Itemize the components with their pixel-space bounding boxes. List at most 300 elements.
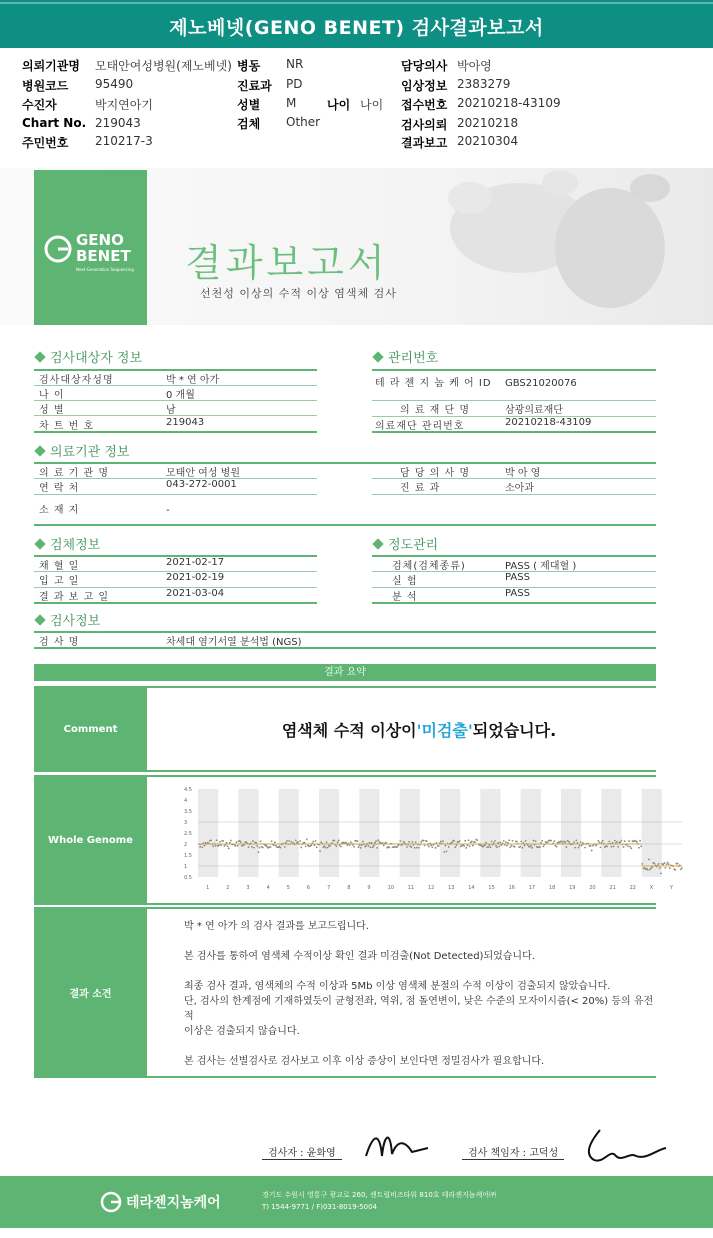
- patient-table: [34, 371, 317, 433]
- meta-label: 진료과: [237, 79, 272, 93]
- data-point: [674, 869, 676, 871]
- data-point: [240, 841, 242, 843]
- theragen-logo-icon: [100, 1191, 122, 1213]
- data-point: [648, 858, 650, 860]
- meta-value: Other: [286, 115, 321, 129]
- whole-genome-plot: [182, 781, 690, 899]
- data-point: [338, 840, 340, 842]
- data-point: [237, 845, 239, 847]
- data-point: [512, 840, 514, 842]
- chromosome-band: [480, 789, 500, 877]
- data-point: [227, 845, 229, 847]
- data-point: [533, 840, 535, 842]
- data-point: [520, 841, 522, 843]
- data-point: [236, 841, 238, 843]
- data-point: [256, 845, 258, 847]
- data-point: [611, 846, 613, 848]
- data-point: [324, 845, 326, 847]
- y-tick-label: 1: [184, 864, 188, 870]
- x-tick-label: 19: [569, 885, 576, 891]
- x-tick-label: 3: [246, 885, 250, 891]
- data-point: [535, 840, 537, 842]
- data-point: [359, 844, 361, 846]
- logo-tagline: Next-Generation Sequencing: [76, 267, 134, 272]
- x-tick-label: X: [649, 885, 654, 891]
- meta-label: 수진자: [22, 98, 57, 112]
- data-point: [416, 847, 418, 849]
- data-point: [326, 841, 328, 843]
- data-point: [327, 847, 329, 849]
- data-point: [377, 839, 379, 841]
- data-point: [270, 846, 272, 848]
- table-row: 담 당 의 사 명 박 아 영: [372, 464, 656, 479]
- data-point: [668, 863, 670, 865]
- chromosome-band: [359, 789, 379, 877]
- opinion-label: 결과 소견: [34, 909, 147, 1076]
- data-point: [376, 847, 378, 849]
- data-point: [472, 845, 474, 847]
- data-point: [300, 847, 302, 849]
- comment-label: Comment: [34, 688, 147, 770]
- data-point: [316, 846, 318, 848]
- x-tick-label: 21: [609, 885, 616, 891]
- data-point: [284, 846, 286, 848]
- data-point: [251, 846, 253, 848]
- chromosome-band: [521, 789, 541, 877]
- x-tick-label: 2: [226, 885, 230, 891]
- meta-label: 임상정보: [401, 79, 448, 93]
- data-point: [463, 845, 465, 847]
- y-tick-label: 2: [184, 842, 188, 848]
- table-row: 검체(검체종류) PASS ( 제대혈 ): [372, 557, 656, 572]
- data-point: [333, 840, 335, 842]
- data-point: [408, 841, 410, 843]
- meta-label: 주민번호: [22, 136, 69, 150]
- meta-label: 의뢰기관명: [22, 59, 80, 73]
- x-tick-label: 6: [306, 885, 311, 891]
- meta-label: 접수번호: [401, 98, 448, 112]
- data-point: [580, 841, 582, 843]
- data-point: [396, 846, 398, 848]
- data-point: [424, 845, 426, 847]
- data-point: [568, 841, 570, 843]
- data-point: [262, 847, 264, 849]
- x-tick-label: 9: [367, 885, 371, 891]
- meta-value: 나이: [360, 98, 384, 112]
- table-row: 검 사 명 차세대 염기서열 분석법 (NGS): [34, 633, 656, 649]
- data-point: [271, 840, 273, 842]
- meta-label: 검사의뢰: [401, 118, 448, 132]
- data-point: [418, 847, 420, 849]
- data-point: [561, 841, 563, 843]
- meta-value: 20210218: [457, 116, 519, 130]
- table-row: 의 료 재 단 명 삼광의료재단: [372, 401, 656, 417]
- data-point: [590, 845, 592, 847]
- table-row: 차 트 번 호 219043: [34, 417, 317, 433]
- data-point: [471, 841, 473, 843]
- data-point: [430, 844, 432, 846]
- data-point: [621, 840, 623, 842]
- data-point: [530, 845, 532, 847]
- data-point: [259, 847, 261, 849]
- sample-table: [34, 557, 317, 605]
- data-point: [531, 847, 533, 849]
- data-point: [581, 845, 583, 847]
- data-point: [516, 841, 518, 843]
- clinic-table-right: [372, 464, 656, 494]
- data-point: [320, 841, 322, 843]
- opinion-text: 박 * 연 아가 의 검사 결과를 보고드립니다. 본 검사를 통하여 염색체 수적이상 확인 결과 미검출(Not Detected)되었습니다. 최종 검사 결과, 염색체의 수적 이상과 5Mb 이상 염색체 분절의 수적 이상이 검출되지 않았습니다. 단, 검사의 한계점에 기재하였듯이 균형전좌, 역위, 점 돌연변이, 낮은 수준의 모자이시즘(< 20%) 등의 유전적 이상은 검출되지 않습니다. 본 검사는 선별검사로 검사보고 이후 이상 증상이 보인다면 정밀검사가 필요합니다.: [184, 921, 654, 1067]
- data-point: [388, 847, 390, 849]
- table-row: 소 재 지 -: [39, 505, 170, 516]
- genobenet-logo-icon: [43, 234, 73, 264]
- data-point: [503, 840, 505, 842]
- x-tick-label: 22: [629, 885, 636, 891]
- data-point: [337, 841, 339, 843]
- x-tick-label: 12: [427, 885, 435, 891]
- x-tick-label: 17: [528, 885, 536, 891]
- data-point: [399, 840, 401, 842]
- data-point: [500, 841, 502, 843]
- data-point: [325, 847, 327, 849]
- x-tick-label: 1: [206, 885, 210, 891]
- hero-subtitle: 선천성 이상의 수적 이상 염색체 검사: [200, 287, 397, 300]
- section-title-test: 검사정보: [36, 610, 100, 629]
- section-title-quality: 정도관리: [374, 534, 438, 553]
- table-row: 성 별 남: [34, 401, 317, 416]
- x-tick-label: 18: [548, 885, 556, 891]
- data-point: [541, 840, 543, 842]
- data-point: [234, 845, 236, 847]
- meta-value: M: [286, 96, 297, 110]
- data-point: [556, 846, 558, 848]
- table-row: 채 혈 일 2021-02-17: [34, 557, 317, 572]
- data-point: [360, 847, 362, 849]
- data-point: [248, 846, 250, 848]
- meta-label: 병원코드: [22, 79, 69, 93]
- data-point: [230, 840, 232, 842]
- data-point: [640, 845, 642, 847]
- data-point: [353, 846, 355, 848]
- data-point: [371, 842, 373, 844]
- data-point: [369, 842, 371, 844]
- chromosome-band: [440, 789, 460, 877]
- data-point: [201, 846, 203, 848]
- data-point: [229, 842, 231, 844]
- data-point: [336, 845, 338, 847]
- x-tick-label: 4: [266, 885, 270, 891]
- data-point: [511, 845, 513, 847]
- comment-text: 염색체 수적 이상이 '미검출' 되었습니다.: [281, 720, 557, 740]
- x-tick-label: 10: [387, 885, 394, 891]
- data-point: [629, 846, 631, 848]
- data-point: [253, 847, 255, 849]
- logo-panel: [34, 170, 147, 325]
- data-point: [428, 846, 430, 848]
- data-point: [636, 841, 638, 843]
- data-point: [614, 840, 616, 842]
- manage-table: [372, 371, 656, 433]
- meta-value: 박아영: [457, 59, 492, 73]
- data-point: [638, 847, 640, 849]
- data-point: [199, 846, 201, 848]
- data-point: [226, 842, 228, 844]
- data-point: [451, 842, 453, 844]
- data-point: [623, 846, 625, 848]
- data-point: [410, 846, 412, 848]
- data-point: [591, 850, 593, 852]
- genome-block: [34, 775, 673, 905]
- data-point: [305, 845, 307, 847]
- data-point: [662, 864, 664, 866]
- data-point: [252, 840, 254, 842]
- data-point: [438, 845, 440, 847]
- section-title-patient: 검사대상자 정보: [36, 347, 142, 366]
- data-point: [314, 844, 316, 846]
- report-header: [0, 0, 713, 48]
- meta-value: PD: [286, 77, 303, 91]
- chromosome-band: [601, 789, 621, 877]
- data-point: [306, 838, 308, 840]
- data-point: [608, 841, 610, 843]
- opinion-block: [34, 907, 656, 1078]
- table-row: 연 락 처 043-272-0001: [34, 479, 317, 495]
- data-point: [218, 844, 220, 846]
- y-tick-label: 4.5: [184, 787, 192, 793]
- data-point: [440, 840, 442, 842]
- director-signature: 검사 책임자 : 고덕성: [462, 1144, 564, 1160]
- data-point: [658, 863, 660, 865]
- data-point: [495, 845, 497, 847]
- data-point: [573, 841, 575, 843]
- data-point: [339, 844, 341, 846]
- data-point: [677, 863, 679, 865]
- data-point: [204, 845, 206, 847]
- data-point: [666, 863, 668, 865]
- data-point: [490, 846, 492, 848]
- tester-signature-scribble: [362, 1126, 432, 1166]
- data-point: [599, 841, 601, 843]
- data-point: [667, 862, 669, 864]
- chromosome-band: [279, 789, 299, 877]
- data-point: [280, 847, 282, 849]
- data-point: [505, 841, 507, 843]
- data-point: [639, 840, 641, 842]
- data-point: [299, 840, 301, 842]
- footer-logo-text: 테라젠지놈케어: [126, 1195, 221, 1211]
- data-point: [373, 845, 375, 847]
- table-row: 분 석 PASS: [372, 588, 656, 604]
- data-point: [275, 845, 277, 847]
- meta-value: 95490: [95, 77, 134, 91]
- meta-label: 결과보고: [401, 136, 448, 150]
- data-point: [630, 847, 632, 849]
- data-point: [423, 840, 425, 842]
- logo-text-geno: GENO: [76, 231, 124, 249]
- data-point: [641, 863, 643, 865]
- data-point: [310, 845, 312, 847]
- footer-address: 경기도 수원시 영통구 광교로 260, 센트럴비즈타워 810호 테라젠지놈케어㈜ T) 1544-9771 / F)031-8019-5004: [262, 1191, 497, 1211]
- data-point: [489, 844, 491, 846]
- table-row: 진 료 과 소아과: [372, 479, 656, 495]
- data-point: [525, 840, 527, 842]
- data-point: [467, 845, 469, 847]
- data-point: [606, 845, 608, 847]
- chromosome-band: [238, 789, 258, 877]
- quality-table: [372, 557, 656, 605]
- data-point: [446, 850, 448, 852]
- data-point: [347, 844, 349, 846]
- data-point: [681, 867, 683, 869]
- data-point: [616, 841, 618, 843]
- data-point: [566, 846, 568, 848]
- data-point: [491, 840, 493, 842]
- data-point: [415, 841, 417, 843]
- data-point: [476, 839, 478, 841]
- x-tick-label: 11: [407, 885, 415, 891]
- meta-value: 20210218-43109: [457, 96, 561, 110]
- y-tick-label: 4: [184, 798, 188, 804]
- data-point: [329, 845, 331, 847]
- data-point: [273, 844, 275, 846]
- table-row: 테 라 젠 지 놈 케 어 ID GBS21020076: [372, 371, 656, 401]
- data-point: [372, 846, 374, 848]
- data-point: [431, 846, 433, 848]
- data-point: [474, 841, 476, 843]
- data-point: [357, 840, 359, 842]
- data-point: [358, 846, 360, 848]
- data-point: [519, 846, 521, 848]
- data-point: [442, 840, 444, 842]
- data-point: [550, 840, 552, 842]
- data-point: [210, 839, 212, 841]
- meta-label: 담당의사: [401, 59, 448, 73]
- data-point: [508, 839, 510, 841]
- meta-value: 20210304: [457, 134, 519, 148]
- data-point: [412, 841, 414, 843]
- data-point: [216, 839, 218, 841]
- data-point: [274, 841, 276, 843]
- data-point: [340, 846, 342, 848]
- chromosome-band: [319, 789, 339, 877]
- data-point: [574, 847, 576, 849]
- data-point: [468, 839, 470, 841]
- comment-block: [34, 686, 656, 772]
- data-point: [542, 846, 544, 848]
- data-point: [454, 846, 456, 848]
- tester-signature: 검사자 : 윤화영: [262, 1144, 342, 1160]
- logo-text-benet: BENET: [76, 247, 131, 265]
- data-point: [575, 839, 577, 841]
- data-point: [453, 840, 455, 842]
- y-tick-label: 2.5: [184, 831, 192, 837]
- data-point: [663, 862, 665, 864]
- table-row: 검사대상자성명 박 * 연 아가: [34, 371, 317, 386]
- data-point: [628, 840, 630, 842]
- data-point: [374, 842, 376, 844]
- section-title-sample: 검체정보: [36, 534, 100, 553]
- x-tick-label: 15: [488, 885, 495, 891]
- data-point: [494, 840, 496, 842]
- data-point: [584, 847, 586, 849]
- data-point: [602, 840, 604, 842]
- y-tick-label: 3.5: [184, 809, 192, 815]
- data-point: [553, 840, 555, 842]
- data-point: [414, 847, 416, 849]
- director-signature-scribble: [570, 1124, 670, 1169]
- data-point: [383, 845, 385, 847]
- data-point: [222, 840, 224, 842]
- table-row: 실 험 PASS: [372, 572, 656, 588]
- data-point: [514, 846, 516, 848]
- section-title-manage: 관리번호: [374, 347, 438, 366]
- data-point: [456, 844, 458, 846]
- data-point: [435, 847, 437, 849]
- data-point: [619, 841, 621, 843]
- chromosome-band: [198, 789, 218, 877]
- meta-label: Chart No.: [22, 116, 87, 130]
- data-point: [659, 867, 661, 869]
- data-point: [362, 841, 364, 843]
- table-row: 입 고 일 2021-02-19: [34, 572, 317, 588]
- data-point: [506, 845, 508, 847]
- section-title-clinic: 의료기관 정보: [36, 441, 129, 460]
- data-point: [258, 851, 260, 853]
- data-point: [464, 840, 466, 842]
- meta-value: 2383279: [457, 77, 511, 91]
- data-point: [547, 841, 549, 843]
- x-tick-label: 20: [589, 885, 596, 891]
- data-point: [443, 851, 445, 853]
- meta-value: 박지연아기: [95, 98, 153, 112]
- data-point: [522, 847, 524, 849]
- data-point: [465, 847, 467, 849]
- data-point: [291, 841, 293, 843]
- x-tick-label: Y: [669, 885, 673, 891]
- data-point: [600, 846, 602, 848]
- data-point: [215, 845, 217, 847]
- x-tick-label: 16: [508, 885, 515, 891]
- data-point: [647, 869, 649, 871]
- data-point: [496, 846, 498, 848]
- x-tick-label: 5: [286, 885, 290, 891]
- meta-value: 모태안여성병원(제노베넷): [95, 59, 232, 73]
- data-point: [406, 846, 408, 848]
- footer: [0, 1176, 713, 1228]
- y-tick-label: 0.5: [184, 875, 192, 881]
- data-point: [365, 845, 367, 847]
- data-point: [255, 842, 257, 844]
- data-point: [315, 840, 317, 842]
- data-point: [527, 844, 529, 846]
- data-point: [498, 845, 500, 847]
- data-point: [613, 846, 615, 848]
- data-point: [627, 845, 629, 847]
- data-point: [669, 867, 671, 869]
- data-point: [624, 840, 626, 842]
- data-point: [286, 840, 288, 842]
- data-point: [539, 846, 541, 848]
- genome-label: Whole Genome: [34, 777, 147, 903]
- data-point: [426, 840, 428, 842]
- data-point: [617, 846, 619, 848]
- data-point: [579, 845, 581, 847]
- data-point: [212, 845, 214, 847]
- test-table: [34, 633, 656, 649]
- data-point: [319, 850, 321, 852]
- data-point: [260, 841, 262, 843]
- y-tick-label: 1.5: [184, 853, 192, 859]
